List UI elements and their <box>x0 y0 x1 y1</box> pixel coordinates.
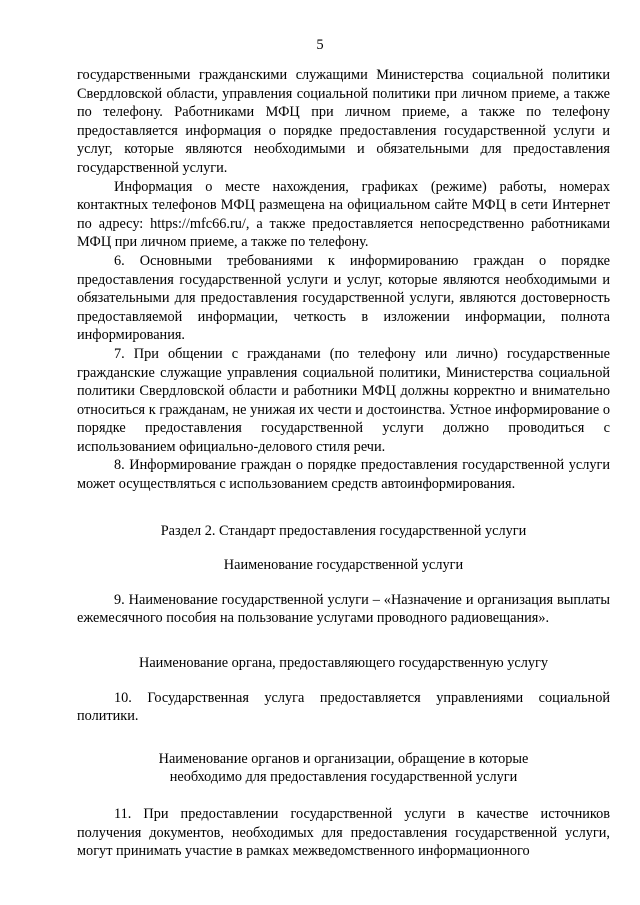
paragraph-8: 8. Информирование граждан о порядке предоставления государственной услуги может осуществляться с использованием средств автоинформирования. <box>77 457 610 493</box>
subheading-service-name: Наименование государственной услуги <box>223 557 464 574</box>
paragraph-7: 7. При общении с гражданами (по телефону или лично) государственные гражданские служащие управления социальной политики, Министерства социальной политики Свердловской области и работники МФЦ должны корректно и внимательно относиться к гражданам, не унижая их чести и достоинства. Устное информирование о порядке предоставления государственной услуги должно проводиться с использованием официально-делового стиля речи. <box>77 345 610 455</box>
document-body <box>77 66 610 861</box>
paragraph-11: 11. При предоставлении государственной услуги в качестве источников получения документов, необходимых для предоставления государственной услуги, могут принимать участие в рамках межведомственного информационного <box>77 806 610 860</box>
paragraph-6: 6. Основными требованиями к информированию граждан о порядке предоставления государственной услуги и услуг, которые являются необходимыми и обязательными для предоставления государственной услуги, являются достоверность предоставляемой информации, четкость в изложении информации, полнота информирования. <box>77 252 610 344</box>
paragraph-9: 9. Наименование государственной услуги – «Назначение и организация выплаты ежемесячного пособия на пользование услугами проводного радиовещания». <box>77 591 610 627</box>
paragraph-mfc-info: Информация о месте нахождения, графиках (режиме) работы, номерах контактных телефонов МФЦ размещена на официальном сайте МФЦ в сети Интернет по адресу: https://mfc66.ru/, а также предоставляется непосредственно работниками МФЦ при личном приеме, а также по телефону. <box>77 178 610 251</box>
subheading-organs-line-2: необходимо для предоставления государственной услуги <box>169 769 518 786</box>
subheading-organs-line-1: Наименование органов и организации, обращение в которые <box>158 750 529 767</box>
page-number: 5 <box>316 37 324 53</box>
paragraph-continuation: государственными гражданскими служащими Министерства социальной политики Свердловской области, управления социальной политики при личном приеме, а также по телефону. Работниками МФЦ при личном приеме, а также по телефону предоставляется информация о порядке предоставления государственной услуги и услуг, которые являются необходимыми и обязательными для предоставления государственной услуги. <box>77 67 610 176</box>
subheading-organs <box>77 750 610 787</box>
section-heading: Раздел 2. Стандарт предоставления государственной услуги <box>160 522 527 539</box>
subheading-organ: Наименование органа, предоставляющего государственную услугу <box>139 655 548 672</box>
paragraph-10: 10. Государственная услуга предоставляется управлениями социальной политики. <box>77 689 610 725</box>
